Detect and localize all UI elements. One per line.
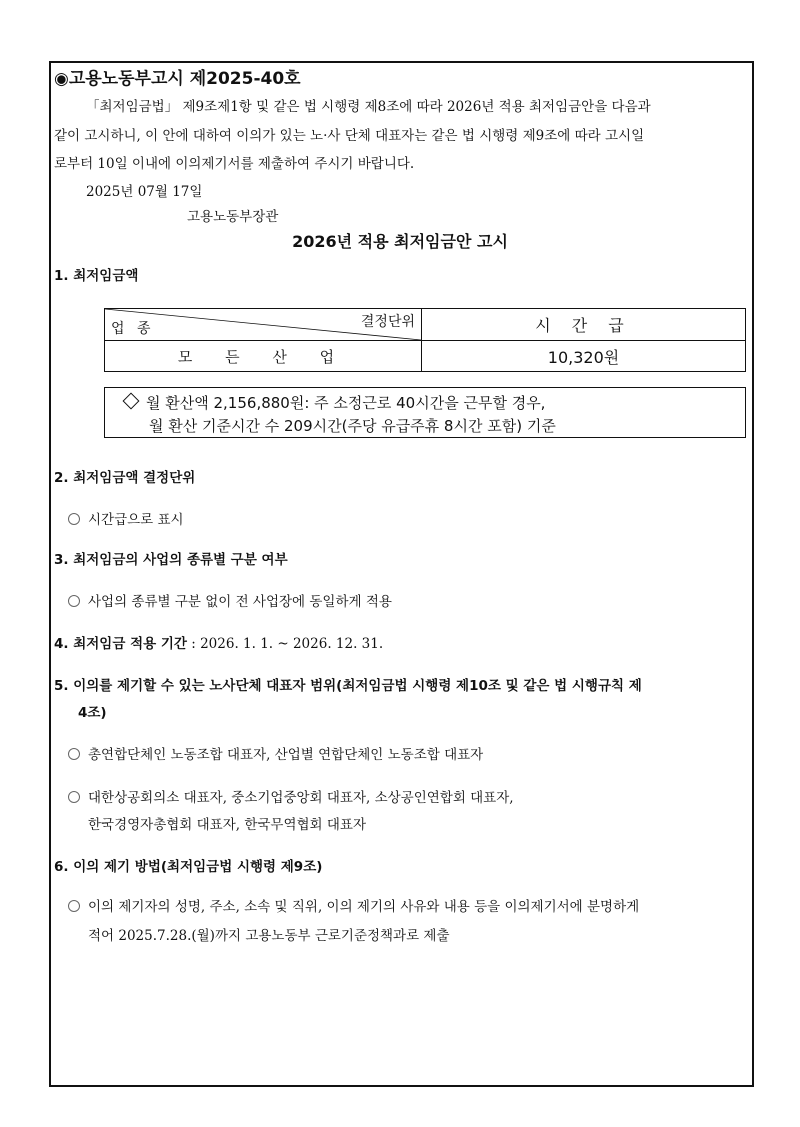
section-5-heading-text-2: 4조)	[78, 705, 107, 721]
header-hourly-wage: 시 간 급	[422, 309, 746, 341]
section-2-item	[68, 508, 184, 528]
circle-bullet-icon	[68, 791, 80, 803]
section-2-heading-text: 2. 최저임금액 결정단위	[54, 470, 196, 486]
minimum-wage-table	[104, 308, 746, 372]
row-wage-value: 10,320원	[422, 341, 746, 372]
section-2-item-text: 시간급으로 표시	[88, 512, 184, 528]
section-5-item-2-line-2: 한국경영자총협회 대표자, 한국무역협회 대표자	[88, 817, 366, 833]
section-2-heading	[54, 466, 195, 486]
notice-body-line-2: 같이 고시하니, 이 안에 대하여 이의가 있는 노·사 단체 대표자는 같은 법 시행령 제9조에 따라 고시일	[54, 128, 645, 144]
main-title: 2026년 적용 최저임금안 고시	[292, 232, 508, 251]
section-5-heading-line-1	[54, 674, 642, 694]
section-1-heading	[54, 264, 138, 284]
section-3-heading	[54, 548, 288, 568]
section-3-item	[68, 590, 392, 610]
section-5-heading-text: 5. 이의를 제기할 수 있는 노사단체 대표자 범위(최저임금법 시행령 제10조 및 같은 법 시행규칙 제	[54, 678, 642, 694]
section-5-item-1-text: 총연합단체인 노동조합 대표자, 산업별 연합단체인 노동조합 대표자	[88, 747, 484, 763]
section-4-heading-text: 4. 최저임금 적용 기간	[54, 636, 187, 652]
monthly-line-1-text: 월 환산액 2,156,880원: 주 소정근로 40시간을 근무할 경우,	[146, 394, 546, 412]
header-decision-unit: 결정단위	[360, 314, 415, 330]
section-6-item-line-2: 적어 2025.7.28.(월)까지 고용노동부 근로기준정책과로 제출	[88, 928, 450, 944]
header-industry: 업 종	[111, 321, 155, 337]
monthly-line-2: 월 환산 기준시간 수 209시간(주당 유급주휴 8시간 포함) 기준	[149, 417, 556, 435]
table-header-diagonal-cell	[105, 309, 422, 341]
section-3-heading-text: 3. 최저임금의 사업의 종류별 구분 여부	[54, 552, 288, 568]
monthly-conversion-box	[104, 387, 746, 438]
notice-date: 2025년 07월 17일	[86, 184, 203, 200]
circle-bullet-icon	[68, 513, 80, 525]
notice-title: ◉고용노동부고시 제2025-40호	[54, 69, 301, 89]
notice-body-line-3: 로부터 10일 이내에 이의제기서를 제출하여 주시기 바랍니다.	[54, 156, 415, 172]
section-1-heading-text: 1. 최저임금액	[54, 268, 139, 284]
notice-issuer: 고용노동부장관	[187, 209, 279, 225]
section-5-heading-line-2	[78, 701, 107, 721]
monthly-line-1	[125, 392, 545, 413]
circle-bullet-icon	[68, 748, 80, 760]
section-3-item-text: 사업의 종류별 구분 없이 전 사업장에 동일하게 적용	[88, 594, 392, 610]
notice-body-line-1: 「최저임금법」 제9조제1항 및 같은 법 시행령 제8조에 따라 2026년 적용 최저임금안을 다음과	[86, 99, 651, 115]
section-6-heading-text: 6. 이의 제기 방법(최저임금법 시행령 제9조)	[54, 859, 323, 875]
circle-bullet-icon	[68, 595, 80, 607]
section-6-item-text: 이의 제기자의 성명, 주소, 소속 및 직위, 이의 제기의 사유와 내용 등을 이의제기서에 분명하게	[88, 899, 640, 915]
section-5-item-1	[68, 743, 483, 763]
circle-bullet-icon	[68, 900, 80, 912]
section-5-item-2	[68, 786, 514, 806]
section-6-item	[68, 895, 639, 915]
section-4-period: : 2026. 1. 1. ~ 2026. 12. 31.	[186, 636, 384, 652]
section-5-item-2-text: 대한상공회의소 대표자, 중소기업중앙회 대표자, 소상공인연합회 대표자,	[88, 790, 514, 806]
section-6-heading	[54, 855, 322, 875]
section-4-heading	[54, 632, 383, 652]
diamond-icon	[123, 393, 140, 410]
row-all-industries: 모 든 산 업	[105, 341, 422, 372]
